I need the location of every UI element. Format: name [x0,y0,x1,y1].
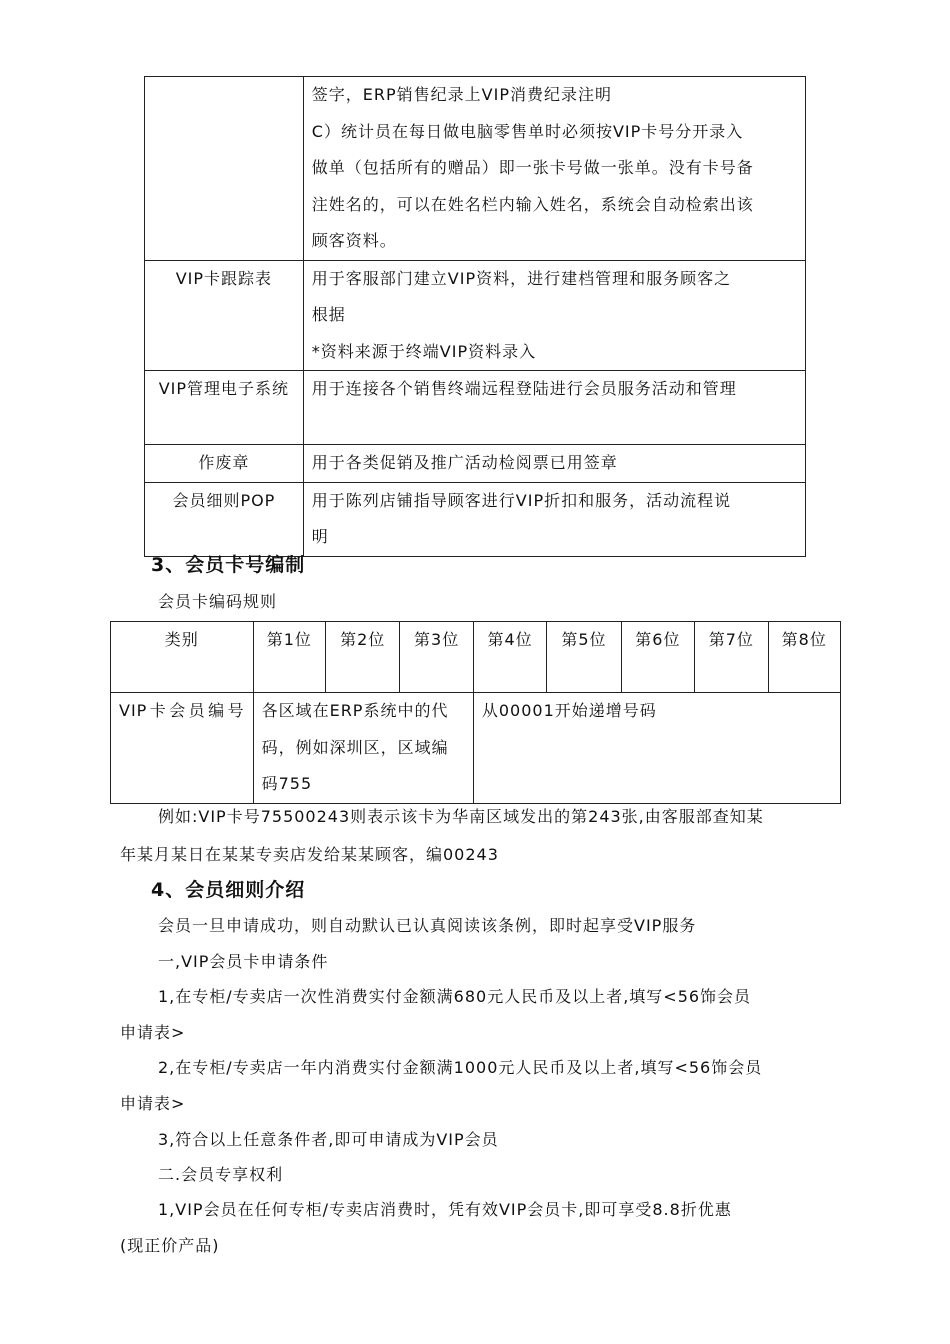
table-cell-label: 作废章 [145,445,304,483]
header-cell-position: 第2位 [326,622,400,693]
paragraph-line: 1,VIP会员在任何专柜/专卖店消费时，凭有效VIP会员卡,即可享受8.8折优惠 [158,1200,732,1219]
section-heading: 3、会员卡号编制 [151,554,306,576]
section-heading: 4、会员细则介绍 [151,879,306,901]
table-cell-description [303,482,805,556]
header-cell-position: 第3位 [400,622,473,693]
description-line: 用于客服部门建立VIP资料，进行建档管理和服务顾客之 [311,268,732,288]
description-line: 用于连接各个销售终端远程登陆进行会员服务活动和管理 [311,379,737,398]
paragraph-line: 二.会员专享权利 [158,1165,284,1184]
table-cell-region: 各区域在ERP系统中的代码，例如深圳区，区域编码755 [253,693,473,804]
table-row [145,371,806,445]
paragraph-line: 一,VIP会员卡申请条件 [158,952,329,971]
table-cell-label: VIP卡跟踪表 [145,260,304,371]
example-text: 例如:VIP卡号75500243则表示该卡为华南区域发出的第243张,由客服部查知某 [158,807,764,826]
materials-table [144,76,806,557]
paragraph-line: 2,在专柜/专卖店一年内消费实付金额满1000元人民币及以上者,填写<56饰会员 [158,1058,763,1077]
header-cell-position: 第6位 [621,622,694,693]
card-code-table [110,621,841,804]
description-line: *资料来源于终端VIP资料录入 [311,341,537,361]
header-cell-position: 第5位 [547,622,621,693]
table-cell-description [303,371,805,445]
header-cell-position: 第8位 [768,622,840,693]
description-line: 顾客资料。 [311,231,397,250]
description-line: C）统计员在每日做电脑零售单时必须按VIP卡号分开录入 [311,121,744,141]
table-cell-label: VIP管理电子系统 [145,371,304,445]
table-cell-category: VIP卡会员编号 [111,693,254,804]
paragraph-line: 3,符合以上任意条件者,即可申请成为VIP会员 [158,1130,499,1149]
description-line: 做单（包括所有的赠品）即一张卡号做一张单。没有卡号备 [311,158,754,177]
table-header-row [111,622,841,693]
paragraph-line: 1,在专柜/专卖店一次性消费实付金额满680元人民币及以上者,填写<56饰会员 [158,987,752,1006]
table-row [111,693,841,804]
table-caption: 会员卡编码规则 [158,592,278,611]
description-line: 签字，ERP销售纪录上VIP消费纪录注明 [311,85,612,104]
description-line: 用于各类促销及推广活动检阅票已用签章 [311,453,618,472]
header-cell-category: 类别 [111,622,254,693]
table-cell-description [303,260,805,371]
description-line: 明 [311,527,329,546]
description-line: 注姓名的，可以在姓名栏内输入姓名，系统会自动检索出该 [311,194,754,214]
table-row [145,260,806,371]
table-row [145,482,806,556]
table-row [145,445,806,483]
table-row [145,77,806,261]
table-cell-label: 会员细则POP [145,482,304,556]
table-cell-serial: 从00001开始递增号码 [473,693,840,804]
table-cell-description [303,445,805,483]
example-text: 年某月某日在某某专卖店发给某某顾客，编00243 [120,845,499,864]
table-cell-label [145,77,304,261]
description-line: 用于陈列店铺指导顾客进行VIP折扣和服务，活动流程说 [311,490,732,510]
header-cell-position: 第7位 [695,622,768,693]
header-cell-position: 第4位 [473,622,546,693]
description-line: 根据 [311,305,346,324]
table-cell-description [303,77,805,261]
paragraph-line: 会员一旦申请成功，则自动默认已认真阅读该条例，即时起享受VIP服务 [158,916,697,935]
paragraph-line: 申请表> [120,1023,186,1042]
header-cell-position: 第1位 [253,622,325,693]
paragraph-line: 申请表> [120,1094,186,1113]
paragraph-line: (现正价产品) [120,1236,220,1255]
